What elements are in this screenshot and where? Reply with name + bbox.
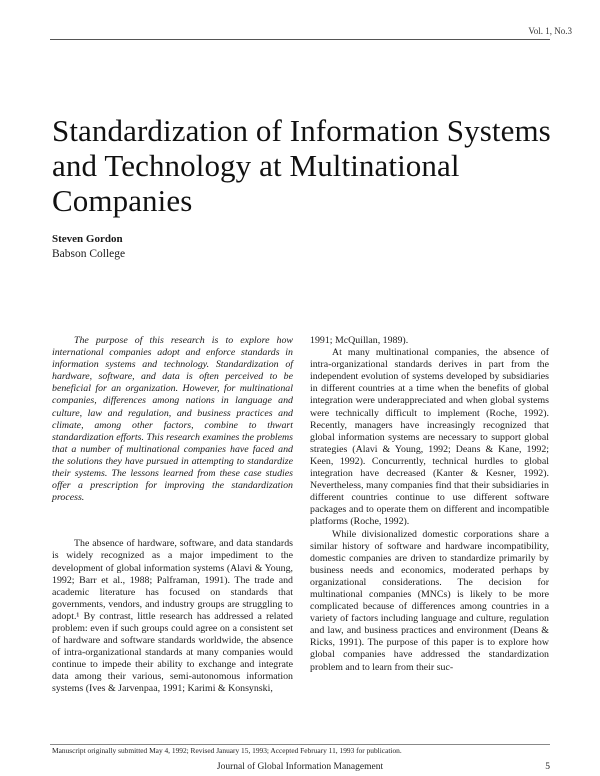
manuscript-note: Manuscript originally submitted May 4, 1992; Revised January 15, 1993; Accepted February 11, 1993 for publication. [52, 746, 402, 755]
author-affiliation: Babson College [52, 248, 126, 260]
footer-journal-name: Journal of Global Information Management [216, 762, 384, 772]
intro-paragraph: The absence of hardware, software, and data standards is widely recognized as a major impediment to the development of global information systems (Alavi & Young, 1992; Barr et al., 1988; Palframan, 1991). The trade and academic literature has focused on standards that governments, vendors, and industry groups are struggling to adopt.¹ By contrast, little research has addressed a related problem: even if such groups could agree on a consistent set of hardware and software standards worldwide, the absence of intra-organizational standards at many companies would continue to impede their ability to exchange and integrate data among their various, semi-autonomous information systems (Ives & Jarvenpaa, 1991; Karimi & Konsynski, [52, 538, 293, 695]
header-rule [50, 39, 550, 40]
right-column [310, 335, 549, 674]
body-paragraph: At many multinational companies, the absence of intra-organizational standards derives in part from the independent evolution of systems developed by subsidiaries in different countries at a time when the benefits of global integration were underappreciated and when global systems were technically difficult to implement (Roche, 1992). Recently, managers have increasingly recognized that global information systems are necessary to support global strategies (Alavi & Young, 1992; Deans & Kane, 1992; Keen, 1992). Concurrently, technical hurdles to global integration have decreased (Kanter & Kesner, 1992). Nevertheless, many companies find that their subsidiaries in different countries continue to use different software packages and to operate them on different and incompatible platforms (Roche, 1992). [310, 347, 549, 528]
abstract: The purpose of this research is to explore how international companies adopt and enforce standards in information systems and technology. Standardization of hardware, software, and data is often perceived to be beneficial for an organization. However, for multinational companies, differences among nations in language and culture, law and regulation, and business practices and climate, among other factors, combine to thwart standardization efforts. This research examines the problems that a number of multinational companies have faced and the solutions they have pursued in attempting to standardize their systems. The lessons learned from these case studies offer a prescription for improving the standardization process. [52, 335, 293, 504]
page-number: 5 [545, 762, 550, 772]
left-column [52, 335, 293, 696]
author-name: Steven Gordon [52, 233, 123, 245]
volume-label: Vol. 1, No.3 [528, 26, 572, 36]
paper-title: Standardization of Information Systems and Technology at Multinational Companies [52, 113, 551, 218]
body-paragraph: While divisionalized domestic corporations share a similar history of software and hardware incompatibility, domestic companies are driven to standardize primarily by business needs and economics, moderated perhaps by organizational considerations. The decision for multinational companies (MNCs) is likely to be more complicated because of differences among countries in a variety of factors including language and culture, regulation and law, and business practices and environment (Deans & Ricks, 1991). The purpose of this paper is to explore how global companies have addressed the standardization problem and to learn from their suc- [310, 528, 549, 673]
continued-paragraph: 1991; McQuillan, 1989). [310, 335, 409, 346]
footnote-rule [50, 744, 550, 745]
